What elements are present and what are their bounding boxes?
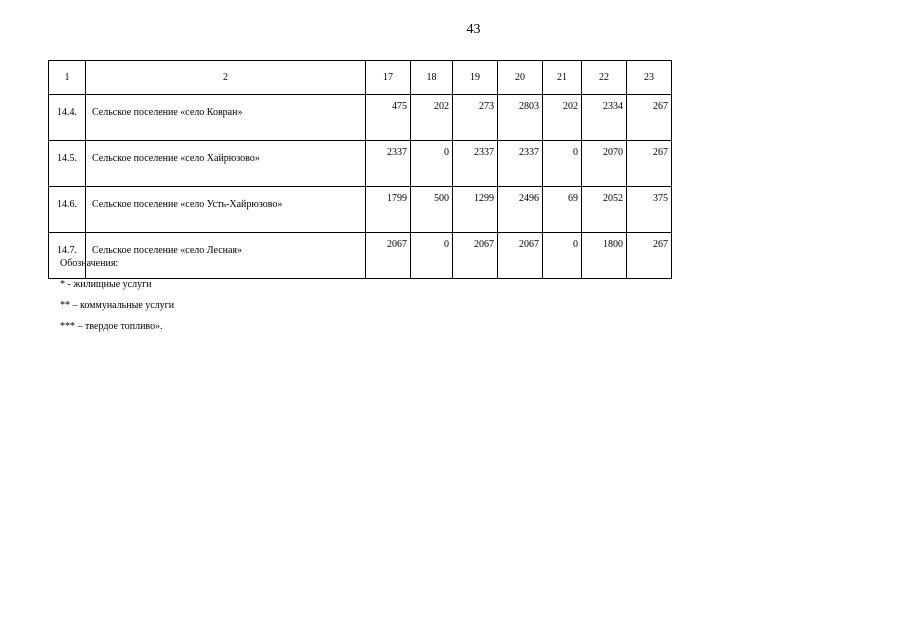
cell-value: 475 <box>366 95 411 141</box>
row-name: Сельское поселение «село Ковран» <box>86 95 366 141</box>
notes-section <box>60 253 174 337</box>
row-code: 14.6. <box>49 187 86 233</box>
cell-value: 267 <box>627 95 672 141</box>
notes-title: Обозначения: <box>60 258 119 269</box>
cell-value: 0 <box>543 141 582 187</box>
cell-value: 2803 <box>498 95 543 141</box>
cell-value: 2070 <box>582 141 627 187</box>
row-name: Сельское поселение «село Лесная» <box>86 233 366 279</box>
cell-value: 1299 <box>453 187 498 233</box>
cell-value: 2337 <box>366 141 411 187</box>
note-item: * - жилищные услуги <box>60 279 152 290</box>
cell-value: 2067 <box>498 233 543 279</box>
row-code: 14.4. <box>49 95 86 141</box>
row-code: 14.5. <box>49 141 86 187</box>
note-item: *** – твердое топливо». <box>60 321 163 332</box>
row-code: 14.7. <box>49 233 86 279</box>
cell-value: 2337 <box>498 141 543 187</box>
cell-value: 1799 <box>366 187 411 233</box>
column-header: 19 <box>453 61 498 95</box>
row-name: Сельское поселение «село Хайрюзово» <box>86 141 366 187</box>
cell-value: 2052 <box>582 187 627 233</box>
cell-value: 500 <box>411 187 453 233</box>
data-table <box>48 60 672 279</box>
row-name: Сельское поселение «село Усть-Хайрюзово» <box>86 187 366 233</box>
column-header: 1 <box>49 61 86 95</box>
cell-value: 2067 <box>366 233 411 279</box>
cell-value: 0 <box>543 233 582 279</box>
cell-value: 0 <box>411 233 453 279</box>
cell-value: 2496 <box>498 187 543 233</box>
cell-value: 2337 <box>453 141 498 187</box>
column-header: 20 <box>498 61 543 95</box>
note-item: ** – коммунальные услуги <box>60 300 175 311</box>
cell-value: 2067 <box>453 233 498 279</box>
cell-value: 1800 <box>582 233 627 279</box>
column-header: 23 <box>627 61 672 95</box>
column-header: 2 <box>86 61 366 95</box>
cell-value: 0 <box>411 141 453 187</box>
table-header-row <box>49 61 672 95</box>
column-header: 21 <box>543 61 582 95</box>
cell-value: 267 <box>627 233 672 279</box>
table-row <box>49 141 672 187</box>
cell-value: 202 <box>411 95 453 141</box>
cell-value: 273 <box>453 95 498 141</box>
cell-value: 375 <box>627 187 672 233</box>
table-row <box>49 95 672 141</box>
column-header: 22 <box>582 61 627 95</box>
column-header: 17 <box>366 61 411 95</box>
cell-value: 69 <box>543 187 582 233</box>
column-header: 18 <box>411 61 453 95</box>
page-number: 43 <box>466 22 481 37</box>
cell-value: 202 <box>543 95 582 141</box>
cell-value: 2334 <box>582 95 627 141</box>
cell-value: 267 <box>627 141 672 187</box>
table-row <box>49 187 672 233</box>
